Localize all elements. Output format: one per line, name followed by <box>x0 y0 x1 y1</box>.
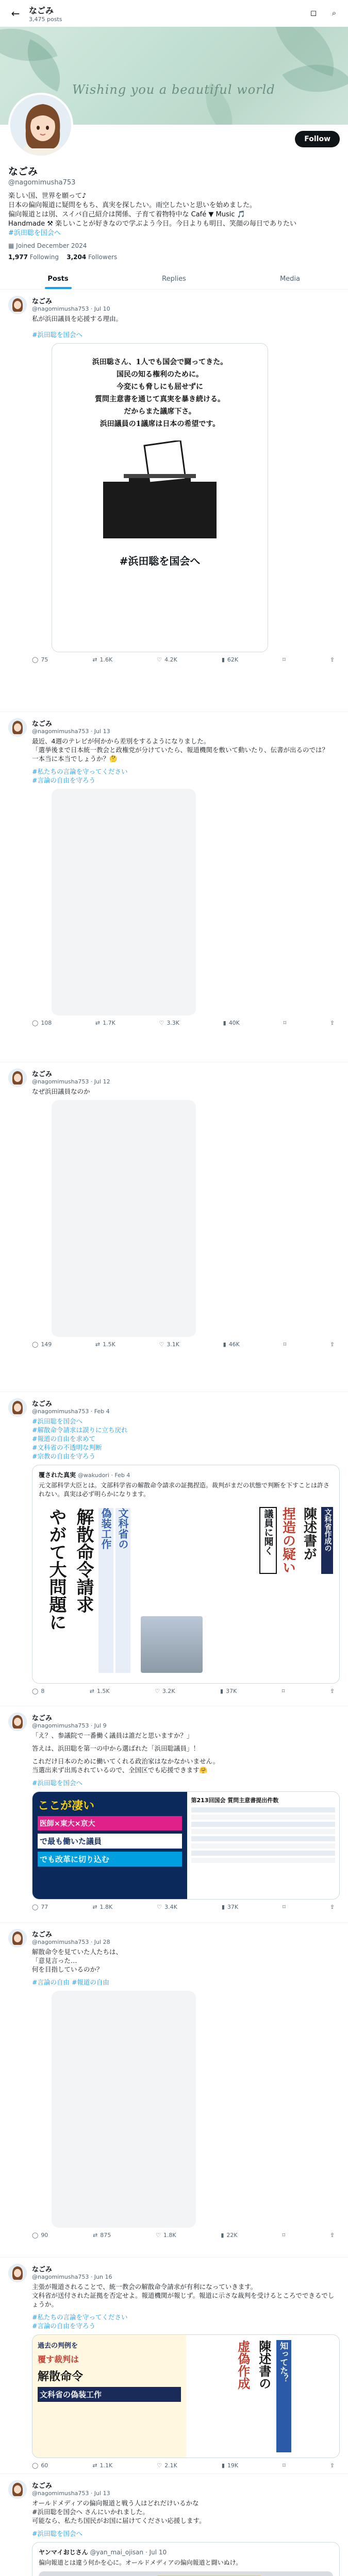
quoted-post-header: 覆された真実 @wakudori · Feb 4 <box>39 1471 130 1479</box>
quoted-post[interactable] <box>32 2542 340 2576</box>
post-actions <box>32 1904 340 1910</box>
hashtag-link[interactable]: #言論の自由を守ろう <box>32 2322 95 2330</box>
like-button[interactable]: ♡ 1.8K <box>156 2232 176 2239</box>
post-meta: @nagomimusha753 · Jun 16 <box>32 2274 112 2280</box>
quoted-post[interactable] <box>32 1465 340 1684</box>
post-author[interactable]: なごみ <box>32 1400 53 1408</box>
heart-icon: ♡ <box>155 1688 160 1694</box>
tab-media[interactable]: Media <box>279 275 301 283</box>
bookmark-button[interactable] <box>282 1688 285 1694</box>
views-button[interactable]: ▮ 40K <box>223 1020 240 1026</box>
share-icon: ⇪ <box>329 1688 335 1694</box>
post-meta: @nagomimusha753 · Jul 13 <box>32 2490 110 2497</box>
post-header <box>32 2264 340 2280</box>
share-button[interactable] <box>330 1341 335 1348</box>
hashtag-link[interactable]: #浜田聡を国会へ <box>32 1779 82 1787</box>
reply-icon: ◯ <box>32 656 39 663</box>
bookmark-icon: ⌑ <box>283 1904 286 1910</box>
post-avatar[interactable] <box>8 718 27 737</box>
views-button[interactable]: ▮ 37K <box>221 1904 239 1910</box>
views-button[interactable]: ▮ 22K <box>221 2232 238 2239</box>
bio-line: Handmade ⚒ 楽しいことが好きなので学ぶよう今日。今日よりも明日、笑顔の毎日でありたい <box>8 220 297 228</box>
heart-icon: ♡ <box>157 2462 162 2469</box>
views-icon: ▮ <box>221 1904 225 1910</box>
banner-script-text: Wishing you a beautiful world <box>72 82 275 97</box>
heart-icon: ♡ <box>157 1904 162 1910</box>
post-header <box>32 1069 340 1085</box>
quoted-post-text: 偏向報道とは違う何かを心に。オールドメディアの偏向報道と闘いぬけ。 <box>39 2559 242 2566</box>
follow-stats <box>8 253 340 261</box>
header-title <box>29 4 62 23</box>
hashtag-link[interactable]: #宗教の自由を守ろう <box>32 1452 95 1460</box>
like-button[interactable]: ♡ 2.1K <box>157 2462 177 2469</box>
reply-icon: ◯ <box>32 1341 39 1348</box>
reply-button[interactable]: ◯ 60 <box>32 2462 48 2469</box>
ranking-table <box>191 1807 336 1863</box>
bookmark-icon: ⌑ <box>283 1020 287 1026</box>
share-icon: ⇪ <box>329 2462 335 2469</box>
post-header <box>32 718 340 735</box>
calendar-icon: ▦ <box>8 242 16 249</box>
bio-line: 日本の偏向報道に疑問をもち、真実を探したい。雨空したいと思いを始めました。 <box>8 201 257 209</box>
post-author[interactable]: なごみ <box>32 1715 53 1722</box>
bookmark-button[interactable] <box>283 656 286 663</box>
share-button[interactable] <box>330 1688 335 1694</box>
post-actions <box>32 2232 340 2239</box>
post[interactable] <box>0 1062 348 1392</box>
top-bar <box>0 0 348 27</box>
repost-button[interactable]: ⇄ 1.5K <box>95 1341 115 1348</box>
share-icon: ⇪ <box>329 2232 335 2239</box>
share-icon: ⇪ <box>329 1341 335 1348</box>
reply-icon: ◯ <box>32 1688 39 1694</box>
post-avatar[interactable] <box>8 1069 27 1087</box>
reply-button[interactable]: ◯ 149 <box>32 1341 52 1348</box>
bookmark-icon: ⌑ <box>283 2462 286 2469</box>
quoted-post-image[interactable]: やがて大問題に 解散命令請求 偽装工作 文科省の 議員に聞く 捏造の疑い 陳述書が 文科省作成の <box>39 1503 333 1678</box>
post-content <box>32 2480 340 2576</box>
post[interactable] <box>0 1392 348 1706</box>
views-icon: ▮ <box>220 1688 224 1694</box>
top-bar-actions <box>307 6 341 20</box>
heart-icon: ♡ <box>159 1341 164 1348</box>
post-avatar[interactable] <box>8 1713 27 1731</box>
bio-line: 楽しい国、世界を願って♪ <box>8 192 87 200</box>
post-actions <box>32 1020 340 1026</box>
hashtag-link[interactable]: #私たちの言論を守ってください <box>32 768 128 775</box>
followers-link[interactable]: 3,204 Followers <box>67 253 118 261</box>
post-content <box>32 2264 340 2468</box>
bio-line: 偏向報道とは別、スイバ自己紹介は関係、子育て着物特中な Café ▼ Music 🎵 <box>8 211 245 218</box>
heart-icon: ♡ <box>159 1020 164 1026</box>
post-image[interactable]: ここが凄い 医師×東大×京大 で最も働いた議員 でも改革に切り込む 第213回国会 質問主意書提出件数 <box>32 1791 340 1900</box>
post-content <box>32 1713 340 1917</box>
post[interactable] <box>0 2258 348 2474</box>
bookmark-icon: ⌑ <box>281 1688 285 1694</box>
hashtag-link[interactable]: #文科省の不透明な判断 <box>32 1444 102 1451</box>
header-post-count: 3,475 posts <box>29 16 62 23</box>
grok-icon[interactable]: ◻ <box>310 8 317 18</box>
post-avatar[interactable] <box>8 1398 27 1417</box>
repost-button[interactable]: ⇄ 1.5K <box>89 1688 110 1694</box>
post-actions <box>32 1341 340 1348</box>
search-icon[interactable]: ⌕ <box>332 8 337 18</box>
repost-button[interactable]: ⇄ 1.8K <box>92 1904 113 1910</box>
repost-button[interactable]: ⇄ 1.7K <box>95 1020 115 1026</box>
profile-avatar[interactable] <box>8 93 73 158</box>
like-button[interactable]: ♡ 3.4K <box>157 1904 177 1910</box>
hashtag-link[interactable]: #解散命令請求は誤りに立ち戻れ <box>32 1426 128 1434</box>
hashtag-link[interactable]: #言論の自由 #報道の自由 <box>32 1978 109 1986</box>
post-meta: @nagomimusha753 · Jul 9 <box>32 1722 107 1729</box>
post-video[interactable] <box>52 789 196 1015</box>
like-button[interactable]: ♡ 3.1K <box>159 1341 180 1348</box>
like-button[interactable]: ♡ 3.3K <box>159 1020 180 1026</box>
reply-button[interactable]: ◯ 108 <box>32 1020 52 1026</box>
post-image[interactable] <box>52 343 268 652</box>
quoted-post-text: 元文部科学大臣とは。文部科学省の解散命令請求の証拠捏造。裁判がまだの状態で判断を下すことは許されない。真実は必ず明らかになります。 <box>39 1482 330 1498</box>
post-header <box>32 1398 340 1415</box>
views-button[interactable]: ▮ 46K <box>223 1341 240 1348</box>
profile-tabs <box>0 268 348 290</box>
post-author[interactable]: なごみ <box>32 298 53 306</box>
follow-button[interactable]: Follow <box>295 131 340 147</box>
hashtag-link[interactable]: #浜田聡を国会へ <box>32 1417 82 1425</box>
profile-section <box>0 125 348 261</box>
views-icon: ▮ <box>221 2462 225 2469</box>
reply-icon: ◯ <box>32 2462 39 2469</box>
post-text: 最近、4週のテレビが何かから差別をするようになりました。 「選挙後まで日本統一教会と政権党が分けていたら、報道機関を敷いて動いたり、伝書が出るのでは？ 一本当に本当でしょうか？🤔 #私たちの言論を守ってください #言論の自由を守ろう <box>32 737 340 785</box>
post[interactable] <box>0 1706 348 1923</box>
post[interactable] <box>0 2474 348 2576</box>
bookmark-icon: ⌑ <box>283 656 286 663</box>
post[interactable] <box>0 712 348 1062</box>
post-author[interactable]: なごみ <box>32 2482 53 2490</box>
post-avatar[interactable] <box>8 2480 27 2499</box>
reply-button[interactable]: ◯ 8 <box>32 1688 45 1694</box>
post-header <box>32 1713 340 1729</box>
views-icon: ▮ <box>221 2232 224 2239</box>
hashtag-link[interactable]: #私たちの言論を守ってください <box>32 2313 128 2321</box>
post-content <box>32 1398 340 1701</box>
post-content <box>32 718 340 1057</box>
post-text: 解散命令を見ていた人たちは、 「意見言った… 何を目指しているのか？ #言論の自由 #報道の自由 <box>32 1947 340 1987</box>
quoted-post-header: ヤンマイおじさん @yan_mai_ojisan · Jul 10 <box>39 2549 167 2556</box>
post-image[interactable]: 過去の判例を 覆す裁判は 解散命令 文科省の偽装工作 虚偽作成 陳述書の 知ってた？ <box>32 2334 340 2458</box>
tab-replies[interactable]: Replies <box>162 275 186 283</box>
share-button[interactable] <box>330 2232 335 2239</box>
repost-button[interactable]: ⇄ 1.1K <box>92 2462 113 2469</box>
profile-handle: @nagomimusha753 <box>8 179 76 187</box>
quoted-post-image[interactable] <box>39 2571 333 2576</box>
like-button[interactable]: ♡ 3.2K <box>155 1688 175 1694</box>
share-button[interactable] <box>330 656 335 663</box>
repost-icon: ⇄ <box>95 1020 101 1026</box>
post-meta: @nagomimusha753 · Jul 28 <box>32 1939 110 1945</box>
post-avatar[interactable] <box>8 1929 27 1947</box>
post-text: オールドメディアの偏向報道と戦う人はどれだけいるかな #浜田聡を国会へ さんにいかれました。 可能なら、私たち国民がお国に届けてください応援します。 #浜田聡を国会へ <box>32 2499 340 2538</box>
post-content <box>32 1069 340 1386</box>
post-meta: @nagomimusha753 · Jul 12 <box>32 1078 110 1085</box>
repost-icon: ⇄ <box>92 1904 97 1910</box>
post-header <box>32 2480 340 2497</box>
bookmark-button[interactable] <box>284 1341 287 1348</box>
post-avatar[interactable] <box>8 296 27 314</box>
views-icon: ▮ <box>221 656 225 663</box>
person-photo <box>141 1616 203 1673</box>
post-video[interactable] <box>52 1991 196 2228</box>
share-icon: ⇪ <box>329 1904 335 1910</box>
hashtag-link[interactable]: #報道の自由を求めて <box>32 1435 95 1443</box>
repost-button[interactable]: ⇄ 1.6K <box>92 656 113 663</box>
post-actions <box>32 2462 340 2469</box>
post-meta: @nagomimusha753 · Jul 13 <box>32 728 110 735</box>
bookmark-button[interactable] <box>282 2232 285 2239</box>
bio-hashtag-link[interactable]: #浜田聡を国会へ <box>8 229 61 237</box>
share-button[interactable] <box>330 2462 335 2469</box>
views-button[interactable]: ▮ 19K <box>221 2462 239 2469</box>
reply-button[interactable]: ◯ 77 <box>32 1904 48 1910</box>
post-video[interactable] <box>52 1100 196 1337</box>
post-text: 私が浜田議員を応援する理由。 #浜田聡を国会へ <box>32 314 340 339</box>
post-text: 主張が報道されることで、統一教会の解散命令請求が有利になっていきます。 文科省が送付された証拠を否定せよ。報道機関が報じず。報道に示さな裁判を受けるところでできるでしょうか。 #私たちの言論を守ってください #言論の自由を守ろう <box>32 2282 340 2330</box>
reply-icon: ◯ <box>32 2232 39 2239</box>
header-name: なごみ <box>29 6 54 15</box>
bookmark-button[interactable] <box>283 1904 286 1910</box>
reply-button[interactable]: ◯ 75 <box>32 656 48 663</box>
hashtag-link[interactable]: #言論の自由を守ろう <box>32 776 95 784</box>
reply-icon: ◯ <box>32 1020 39 1026</box>
reply-icon: ◯ <box>32 1904 39 1910</box>
post-author[interactable]: なごみ <box>32 1071 53 1078</box>
post-text: なぜ浜田議員なのか <box>32 1088 90 1095</box>
repost-button[interactable]: ⇄ 875 <box>93 2232 111 2239</box>
post-avatar[interactable] <box>8 2264 27 2282</box>
hashtag-link[interactable]: #浜田聡を国会へ <box>32 331 82 338</box>
reply-button[interactable]: ◯ 90 <box>32 2232 48 2239</box>
post-author[interactable]: なごみ <box>32 1931 53 1939</box>
post-author[interactable]: なごみ <box>32 720 53 728</box>
post-text <box>32 1417 340 1461</box>
following-link[interactable]: 1,977 Following <box>8 253 59 261</box>
profile-name: なごみ <box>8 166 38 177</box>
poster: 浜田聡さん、1人でも国会で闘ってきた。 国民の知る権利のために。 今変にも脅しにも屈せずに 質問主意書を通じて真実を暴き続ける。 だからまた議席下さ。 浜田議員の1議席は日本の希望です。 #浜田聡を国会へ <box>52 344 268 652</box>
back-arrow-icon[interactable]: ← <box>11 7 20 20</box>
repost-icon: ⇄ <box>93 2232 98 2239</box>
joined-date: ▦ Joined December 2024 <box>8 242 87 249</box>
share-icon: ⇪ <box>329 1020 335 1026</box>
bookmark-icon: ⌑ <box>282 2232 285 2239</box>
post-text: 「え？、参議院で一番働く議員は誰だと思いますか？」 答えは、浜田聡を第一の中から選ばれた「浜田聡議員」！ これだけ日本のために働いてくれる政治家はなかなかいません。 当選出来ず出馬されているので、全国区でも応援できます🤗 #浜田聡を国会へ <box>32 1731 340 1787</box>
bookmark-button[interactable] <box>283 2462 286 2469</box>
hashtag-link[interactable]: #浜田聡を国会へ <box>32 2530 82 2537</box>
post-content <box>32 1929 340 2252</box>
heart-icon: ♡ <box>156 2232 161 2239</box>
like-button[interactable]: ♡ 4.2K <box>157 656 177 663</box>
repost-icon: ⇄ <box>92 656 97 663</box>
share-button[interactable] <box>330 1020 335 1026</box>
post-meta: @nagomimusha753 · Feb 4 <box>32 1408 110 1415</box>
post-actions <box>32 1688 340 1694</box>
views-button[interactable]: ▮ 62K <box>221 656 239 663</box>
views-icon: ▮ <box>223 1341 226 1348</box>
bookmark-icon: ⌑ <box>283 1341 287 1348</box>
share-button[interactable] <box>330 1904 335 1910</box>
repost-icon: ⇄ <box>95 1341 101 1348</box>
ballot-box-illustration <box>93 440 227 544</box>
views-button[interactable]: ▮ 37K <box>220 1688 237 1694</box>
post-actions <box>32 656 340 663</box>
tab-posts[interactable]: Posts <box>0 268 116 289</box>
bookmark-button[interactable] <box>284 1020 287 1026</box>
post-meta: @nagomimusha753 · Jul 10 <box>32 306 110 312</box>
post-content <box>32 296 340 706</box>
views-icon: ▮ <box>223 1020 226 1026</box>
repost-icon: ⇄ <box>89 1688 94 1694</box>
heart-icon: ♡ <box>157 656 162 663</box>
profile-bio <box>8 192 340 238</box>
post-author[interactable]: なごみ <box>32 2266 53 2274</box>
post[interactable] <box>0 290 348 712</box>
post-header <box>32 296 340 312</box>
share-icon: ⇪ <box>329 656 335 663</box>
post-header <box>32 1929 340 1945</box>
repost-icon: ⇄ <box>92 2462 97 2469</box>
post[interactable] <box>0 1923 348 2258</box>
